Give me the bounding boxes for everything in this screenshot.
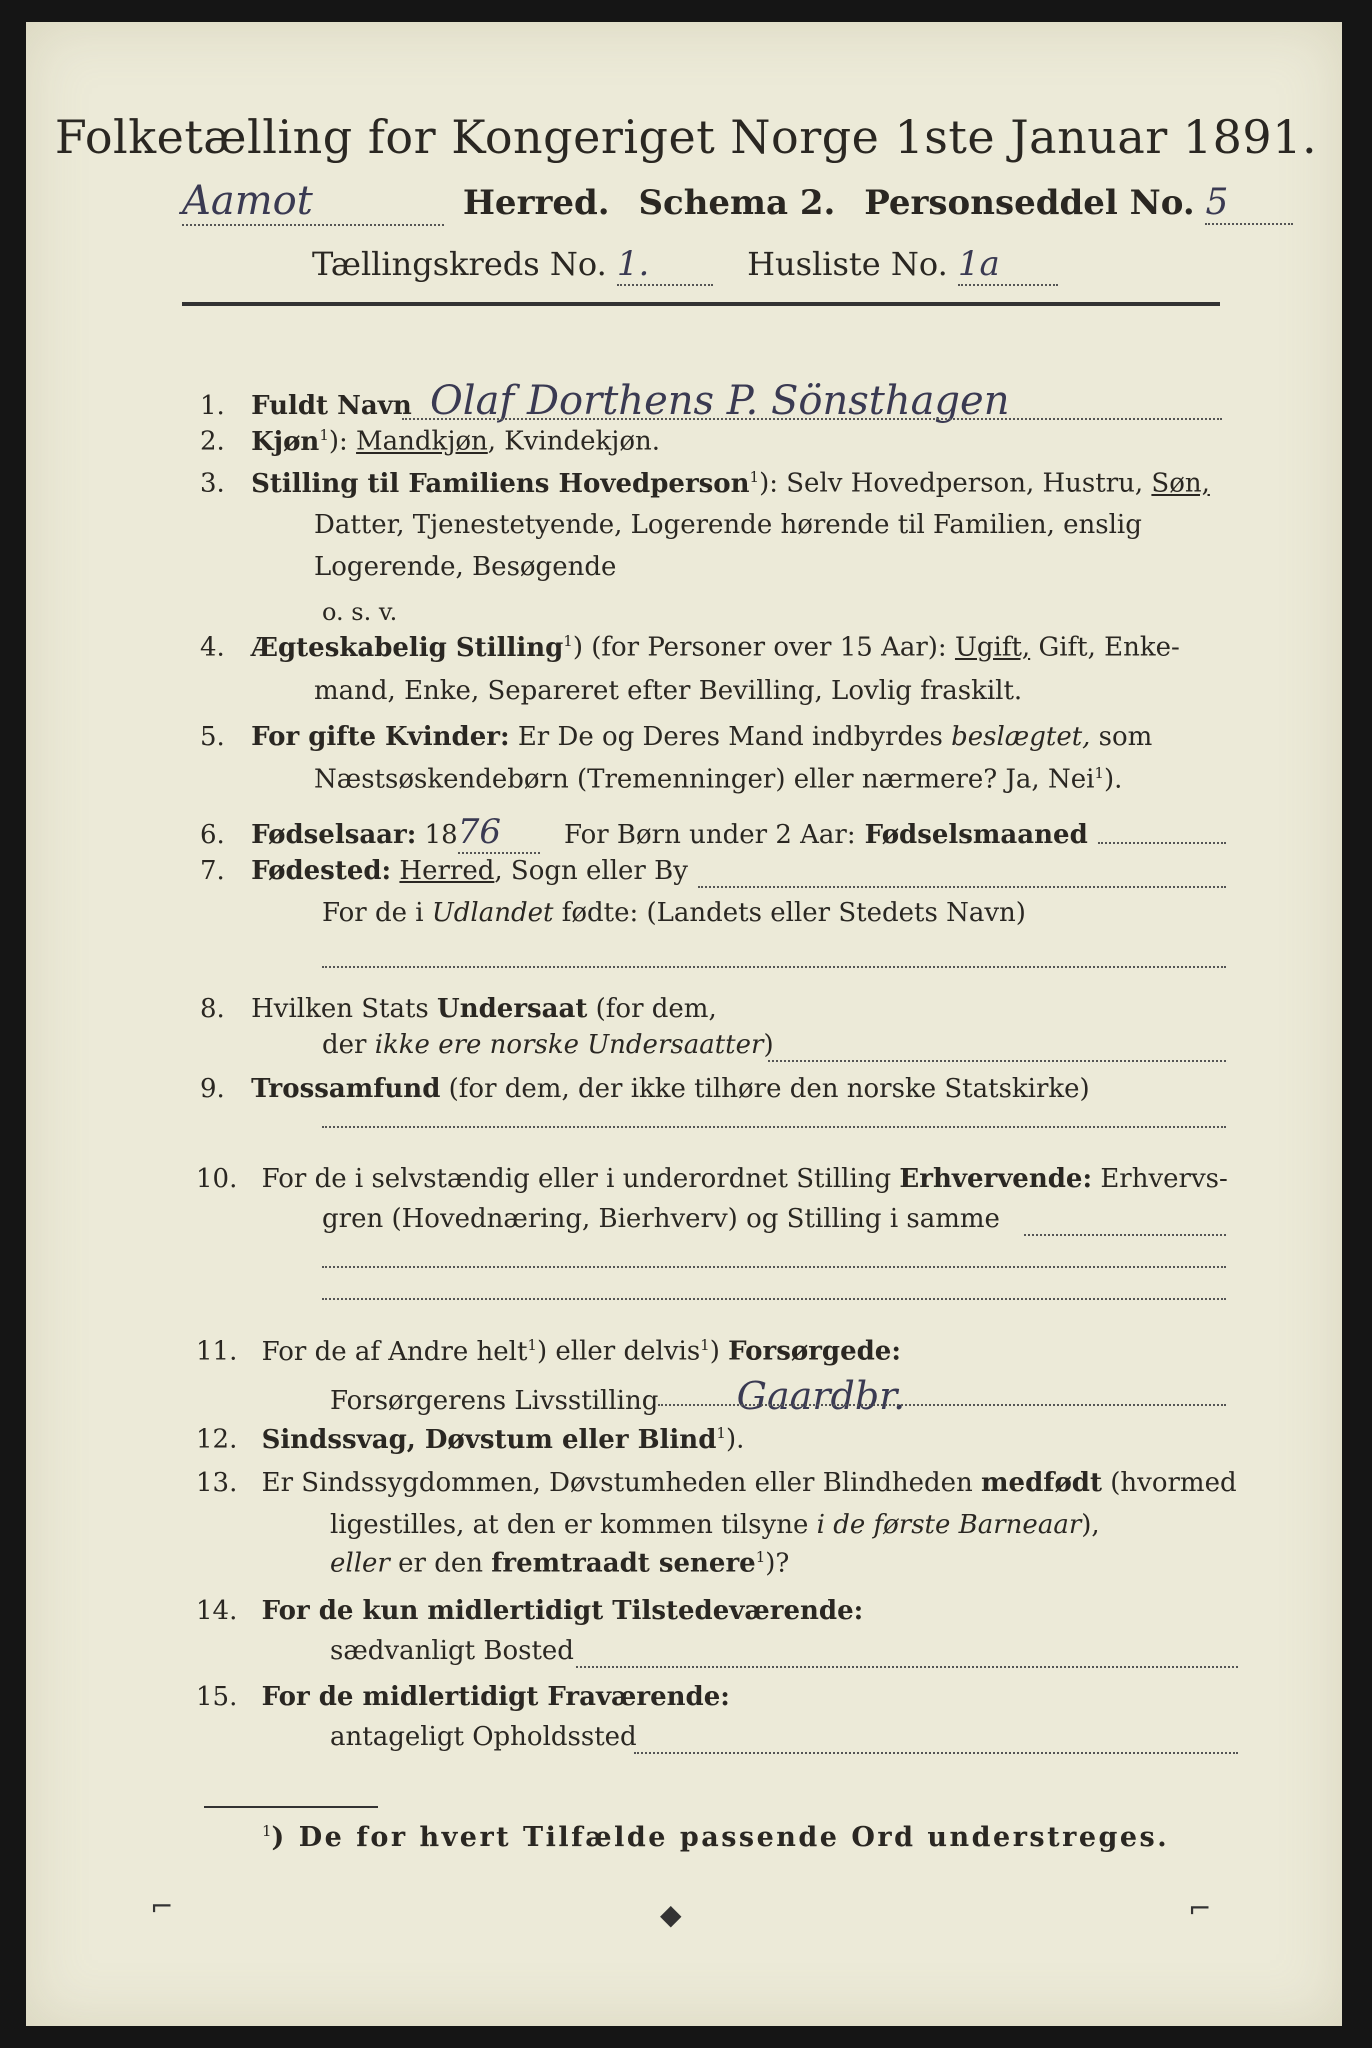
q7-line2b: fødte: (Landets eller Stedets Navn) <box>553 898 1026 928</box>
q2-kvindekjon: , Kvindekjøn. <box>487 426 660 457</box>
q5-line2-text: Næstsøskendebørn (Tremenninger) eller nærmere? Ja, Nei <box>314 764 1095 795</box>
q5-line2 <box>314 764 1122 795</box>
kreds-label: Tællingskreds No. <box>312 245 607 283</box>
q15-fill-line <box>634 1752 1238 1754</box>
question-12 <box>196 1424 744 1455</box>
personseddel-label: Personseddel No. <box>864 183 1195 223</box>
q8-number: 8. <box>200 994 225 1024</box>
q10-number: 10. <box>196 1164 238 1194</box>
corner-mark-right: ⌐ <box>1188 1892 1212 1925</box>
corner-mark-left: ⌐ <box>150 1890 174 1923</box>
header-herred-row <box>182 178 1293 226</box>
q5-number: 5. <box>200 722 225 752</box>
q8-text-b: (for dem, <box>587 994 717 1024</box>
question-2: 2. Kjøn$^1$): Mandkjøn, Kvindekjøn. <box>200 426 660 457</box>
q6-fill-line <box>1098 842 1226 844</box>
q7-herred: Herred <box>399 856 495 886</box>
q14-label: For de kun midlertidigt Tilstedeværende: <box>261 1596 864 1626</box>
herred-label: Herred. <box>462 183 610 223</box>
q9-text: (for dem, der ikke tilhøre den norske Statskirke) <box>440 1074 1090 1104</box>
q13-line3b: er den <box>389 1548 492 1579</box>
question-13 <box>196 1468 1237 1498</box>
question-5 <box>200 722 1152 752</box>
question-6 <box>200 812 1088 854</box>
q5-text: Er De og Deres Mand indbyrdes <box>509 722 952 752</box>
q1-label: Fuldt Navn <box>251 391 412 421</box>
q7-text: , Sogn eller By <box>494 856 688 886</box>
q7-fill-line-2 <box>322 966 1226 968</box>
q5-text-b: som <box>1090 722 1153 752</box>
q10-text-b: Erhvervs- <box>1092 1164 1228 1194</box>
q6-prefix: 18 <box>416 820 458 850</box>
q14-fill-line <box>576 1666 1238 1668</box>
q9-fill-line <box>322 1126 1226 1128</box>
q2-number: 2. <box>200 426 225 457</box>
q12-end: ). <box>725 1424 745 1455</box>
corner-mark-center: ◆ <box>660 1898 682 1931</box>
q4-text-b: Gift, Enke- <box>1030 632 1180 663</box>
q3-line2: Datter, Tjenestetyende, Logerende hørende til Familien, enslig <box>314 510 1142 540</box>
q11-text: For de af Andre helt <box>261 1336 528 1367</box>
q13-end: )? <box>765 1548 790 1579</box>
q13-label2: fremtraadt senere <box>491 1548 756 1579</box>
footnote <box>262 1822 1169 1853</box>
q10-label: Erhvervende: <box>899 1164 1093 1194</box>
q6-birth-year: 76 <box>458 812 540 854</box>
q8-line2b: ) <box>763 1030 774 1060</box>
question-8 <box>200 994 717 1024</box>
q3-text: ): Selv Hovedperson, Hustru, <box>759 468 1152 499</box>
q7-label: Fødested: <box>251 856 392 886</box>
q15-number: 15. <box>196 1682 238 1712</box>
q4-text: ) (for Personer over 15 Aar): <box>572 632 955 663</box>
question-15 <box>196 1682 730 1712</box>
q8-label: Undersaat <box>437 994 588 1024</box>
q8-fill-line <box>768 1060 1226 1062</box>
q14-line2: sædvanligt Bosted <box>330 1636 574 1666</box>
q7-line2 <box>322 898 1026 928</box>
q6-number: 6. <box>200 820 225 850</box>
q6-label2: Fødselsmaaned <box>855 820 1088 850</box>
form-title: Folketælling for Kongeriget Norge 1ste Januar 1891. <box>54 110 1318 164</box>
q13-text: Er Sindssygdommen, Døvstumheden eller Blindheden <box>261 1468 982 1498</box>
q1-fill-line <box>402 418 1222 420</box>
q11-line2-text: Forsørgerens Livsstilling <box>330 1386 659 1416</box>
q5-end: ). <box>1103 764 1123 795</box>
footnote-rule <box>204 1806 378 1808</box>
q11-text-c: ) <box>709 1336 729 1367</box>
q10-fill-line <box>1024 1234 1226 1236</box>
q5-sup: 1 <box>1094 764 1104 782</box>
q8-line2 <box>322 1030 774 1060</box>
q9-number: 9. <box>200 1074 225 1104</box>
q11-fill-line <box>658 1404 1226 1406</box>
herred-value: Aamot <box>182 178 444 226</box>
q10-fill-line-2 <box>322 1266 1226 1268</box>
q7-number: 7. <box>200 856 225 886</box>
q14-number: 14. <box>196 1596 238 1626</box>
q10-fill-line-3 <box>322 1298 1226 1300</box>
q4-ugift: Ugift, <box>954 632 1031 663</box>
q13-line3a: eller <box>330 1548 390 1579</box>
q2-mandkjon: Mandkjøn <box>356 426 488 457</box>
q7-line2a: For de i <box>322 898 432 928</box>
q13-line3 <box>330 1548 789 1579</box>
question-3 <box>200 468 1210 499</box>
q12-sup: 1 <box>716 1424 726 1442</box>
q3-son: Søn, <box>1151 468 1210 499</box>
q6-label: Fødselsaar: <box>251 820 417 850</box>
q13-sup: 1 <box>755 1548 766 1566</box>
q3-number: 3. <box>200 468 225 499</box>
q13-line2a: ligestilles, at den er kommen tilsyne <box>330 1510 817 1540</box>
q11-label: Forsørgede: <box>728 1336 901 1367</box>
q1-number: 1. <box>200 391 225 421</box>
question-4 <box>200 632 1180 663</box>
footnote-sup: 1 <box>262 1822 272 1840</box>
q5-label: For gifte Kvinder: <box>251 722 510 752</box>
personseddel-value: 5 <box>1205 182 1293 225</box>
q8-line2a: der <box>322 1030 375 1060</box>
q12-label: Sindssvag, Døvstum eller Blind <box>261 1424 717 1455</box>
q12-number: 12. <box>196 1424 238 1455</box>
q7-italic: Udlandet <box>431 898 554 928</box>
q9-label: Trossamfund <box>251 1074 441 1104</box>
q7-fill-line <box>698 886 1226 888</box>
question-11 <box>196 1336 901 1367</box>
question-9 <box>200 1074 1090 1104</box>
question-10 <box>196 1164 1228 1194</box>
q13-number: 13. <box>196 1468 238 1498</box>
q13-label: medfødt <box>981 1468 1102 1498</box>
q6-text: For Børn under 2 Aar: <box>563 820 856 850</box>
q15-label: For de midlertidigt Fraværende: <box>261 1682 730 1712</box>
q3-sup: 1 <box>749 468 760 486</box>
q13-line2 <box>330 1510 1100 1540</box>
footnote-text: ) De for hvert Tilfælde passende Ord understreges. <box>271 1822 1170 1853</box>
q1-handwritten-name: Olaf Dorthens P. Sönsthagen <box>430 378 1010 424</box>
q4-line2: mand, Enke, Separeret efter Bevilling, Lovlig fraskilt. <box>314 676 1023 706</box>
header-kreds-row <box>312 244 1058 286</box>
q4-number: 4. <box>200 632 225 663</box>
q11-line2 <box>330 1374 905 1418</box>
husliste-label: Husliste No. <box>747 245 948 283</box>
q4-sup: 1 <box>563 632 573 650</box>
q13-text-b: (hvormed <box>1102 1468 1237 1498</box>
q11-handwritten-value: Gaardbr. <box>736 1374 906 1418</box>
kreds-value: 1. <box>617 244 713 286</box>
schema-label: Schema 2. <box>638 183 836 223</box>
q8-text: Hvilken Stats <box>251 994 438 1024</box>
q4-label: Ægteskabelig Stilling <box>251 632 564 663</box>
q10-text: For de i selvstændig eller i underordnet Stilling <box>261 1164 900 1194</box>
q5-italic: beslægtet, <box>951 722 1091 752</box>
q15-line2: antageligt Opholdssted <box>330 1722 637 1752</box>
q11-sup2: 1 <box>700 1336 710 1354</box>
q2-label: Kjøn <box>251 426 320 457</box>
q11-text-b: ) eller delvis <box>536 1336 701 1367</box>
census-form-sheet <box>26 22 1342 2026</box>
question-7 <box>200 856 688 886</box>
husliste-value: 1a <box>958 244 1058 286</box>
q8-italic: ikke ere norske Undersaatter <box>374 1030 764 1060</box>
question-14 <box>196 1596 863 1626</box>
header-rule <box>182 302 1220 306</box>
q3-line3: Logerende, Besøgende <box>314 552 617 582</box>
q13-line2b: ), <box>1081 1510 1100 1540</box>
q2-sup: 1 <box>319 426 329 444</box>
q11-number: 11. <box>196 1336 238 1367</box>
q10-line2: gren (Hovednæring, Bierhverv) og Stilling i samme <box>322 1204 1000 1234</box>
q3-line4: o. s. v. <box>322 598 398 626</box>
q11-sup1: 1 <box>527 1336 537 1354</box>
q3-label: Stilling til Familiens Hovedperson <box>251 468 750 499</box>
q13-italic: i de første Barneaar <box>816 1510 1082 1540</box>
